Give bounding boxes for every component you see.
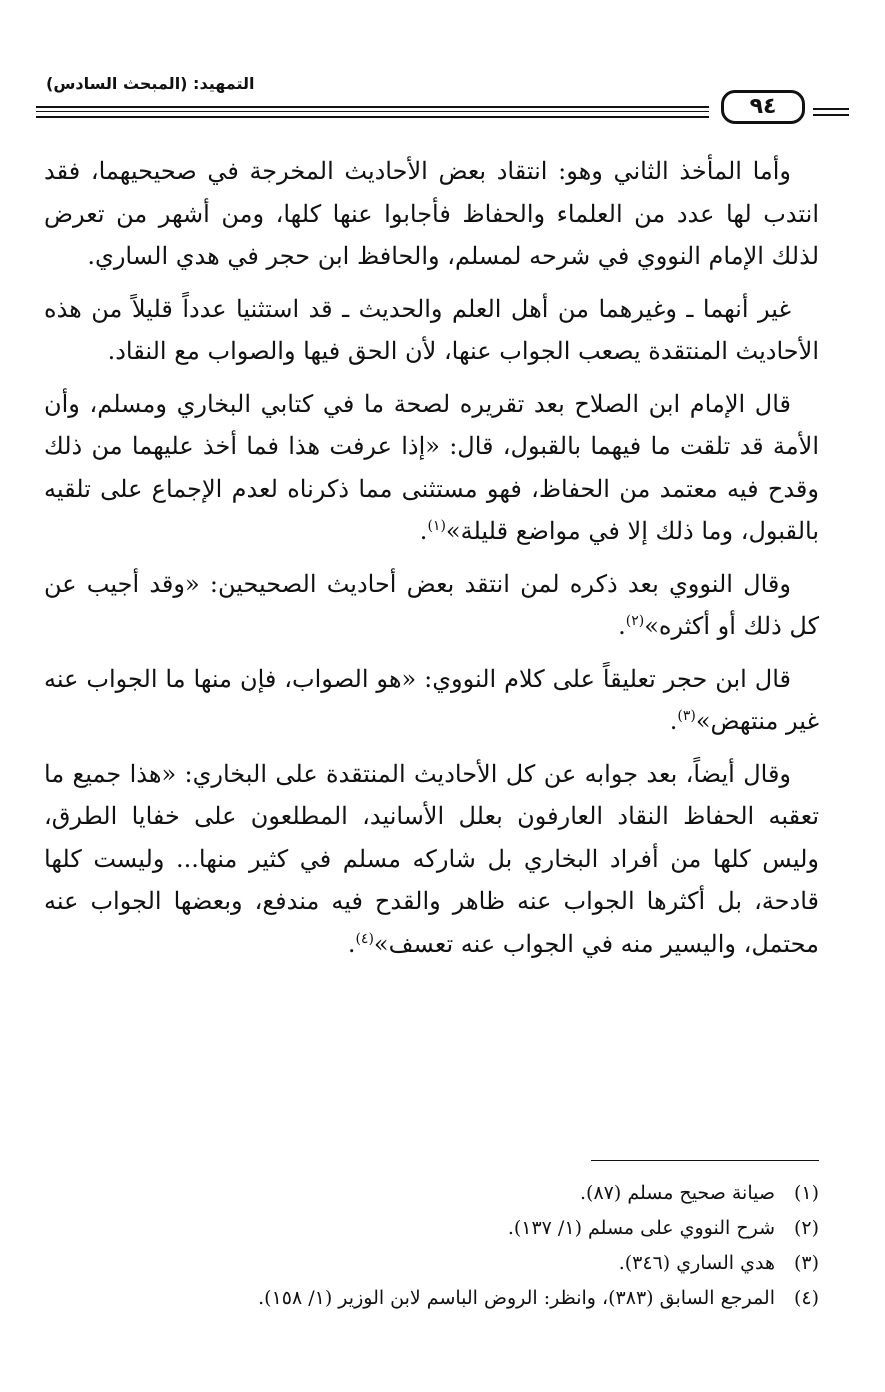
footnotes (44, 1176, 819, 1316)
paragraph-text: قال ابن حجر تعليقاً على كلام النووي: «هو الصواب، فإن منها ما الجواب عنه غير منتهض» (44, 664, 819, 735)
paragraph (44, 658, 819, 743)
paragraph-text: وقال أيضاً، بعد جوابه عن كل الأحاديث المنتقدة على البخاري: «هذا جميع ما تعقبه الحفاظ النقاد العارفون بعلل الأسانيد، المطلعون على خفايا الطرق، وليس كلها من أفراد البخاري بل شاركه مسلم في كثير منها... وليست كلها قادحة، بل أكثرها الجواب عنه ظاهر والقدح فيه مندفع، وبعضها الجواب عنه محتمل، واليسير منه في الجواب عنه تعسف» (44, 759, 819, 958)
footnote-number: (١) (793, 1182, 819, 1204)
footnote-item (44, 1281, 819, 1316)
footnote-ref[interactable]: (١) (427, 518, 446, 534)
paragraph-text: غير أنهما ـ وغيرهما من أهل العلم والحديث ـ قد استثنيا عدداً قليلاً من هذه الأحاديث المنتقدة يصعب الجواب عنها، لأن الحق فيها والصواب مع النقاد. (44, 294, 819, 365)
footnote-number: (٣) (793, 1252, 819, 1274)
running-title: التمهيد: (المبحث السادس) (46, 74, 255, 93)
header-rule-line (36, 116, 709, 118)
paragraph (44, 753, 819, 966)
paragraph-text: قال الإمام ابن الصلاح بعد تقريره لصحة ما في كتابي البخاري ومسلم، وأن الأمة قد تلقت ما فيهما بالقبول، قال: «إذا عرفت هذا فما أخذ عليهما من ذلك وقدح فيه معتمد من الحفاظ، فهو مستثنى مما ذكرناه لعدم الإجماع على تلقيه بالقبول، وما ذلك إلا في مواضع قليلة» (44, 389, 819, 545)
page-header (36, 74, 849, 134)
footnote-item (44, 1246, 819, 1281)
footnote-number: (٢) (793, 1217, 819, 1239)
footnote-separator (591, 1160, 819, 1161)
header-rule-end (813, 114, 849, 116)
paragraph (44, 288, 819, 373)
period: . (669, 707, 678, 735)
footnote-number: (٤) (793, 1287, 819, 1309)
paragraph (44, 563, 819, 648)
period: . (419, 517, 428, 545)
header-rule-end (813, 108, 849, 110)
period: . (347, 929, 356, 958)
page-number: ٩٤ (721, 90, 805, 124)
paragraph (44, 150, 819, 278)
period: . (618, 612, 626, 640)
paragraph (44, 383, 819, 553)
header-rule-line (36, 111, 709, 112)
paragraph-text: وأما المأخذ الثاني وهو: انتقاد بعض الأحاديث المخرجة في صحيحيهما، فقد انتدب لها عدد من العلماء والحفاظ فأجابوا عنها كلها، ومن أشهر من تعرض لذلك الإمام النووي في شرحه لمسلم، والحافظ ابن حجر في هدي الساري. (44, 157, 819, 270)
footnote-item (44, 1176, 819, 1211)
footnote-text: شرح النووي على مسلم (١/ ١٣٧). (507, 1217, 775, 1239)
footnote-ref[interactable]: (٢) (625, 613, 645, 629)
header-rule-line (36, 106, 709, 108)
footnote-ref[interactable]: (٣) (677, 708, 696, 724)
paragraph-text: وقال النووي بعد ذكره لمن انتقد بعض أحاديث الصحيحين: «وقد أجيب عن كل ذلك أو أكثره» (44, 569, 819, 640)
main-text (44, 150, 819, 973)
footnote-text: هدي الساري (٣٤٦). (618, 1252, 775, 1274)
footnote-item (44, 1211, 819, 1246)
footnote-text: المرجع السابق (٣٨٣)، وانظر: الروض الباسم لابن الوزير (١/ ١٥٨). (258, 1287, 775, 1309)
footnote-ref[interactable]: (٤) (355, 930, 374, 947)
footnote-text: صيانة صحيح مسلم (٨٧). (580, 1182, 775, 1204)
